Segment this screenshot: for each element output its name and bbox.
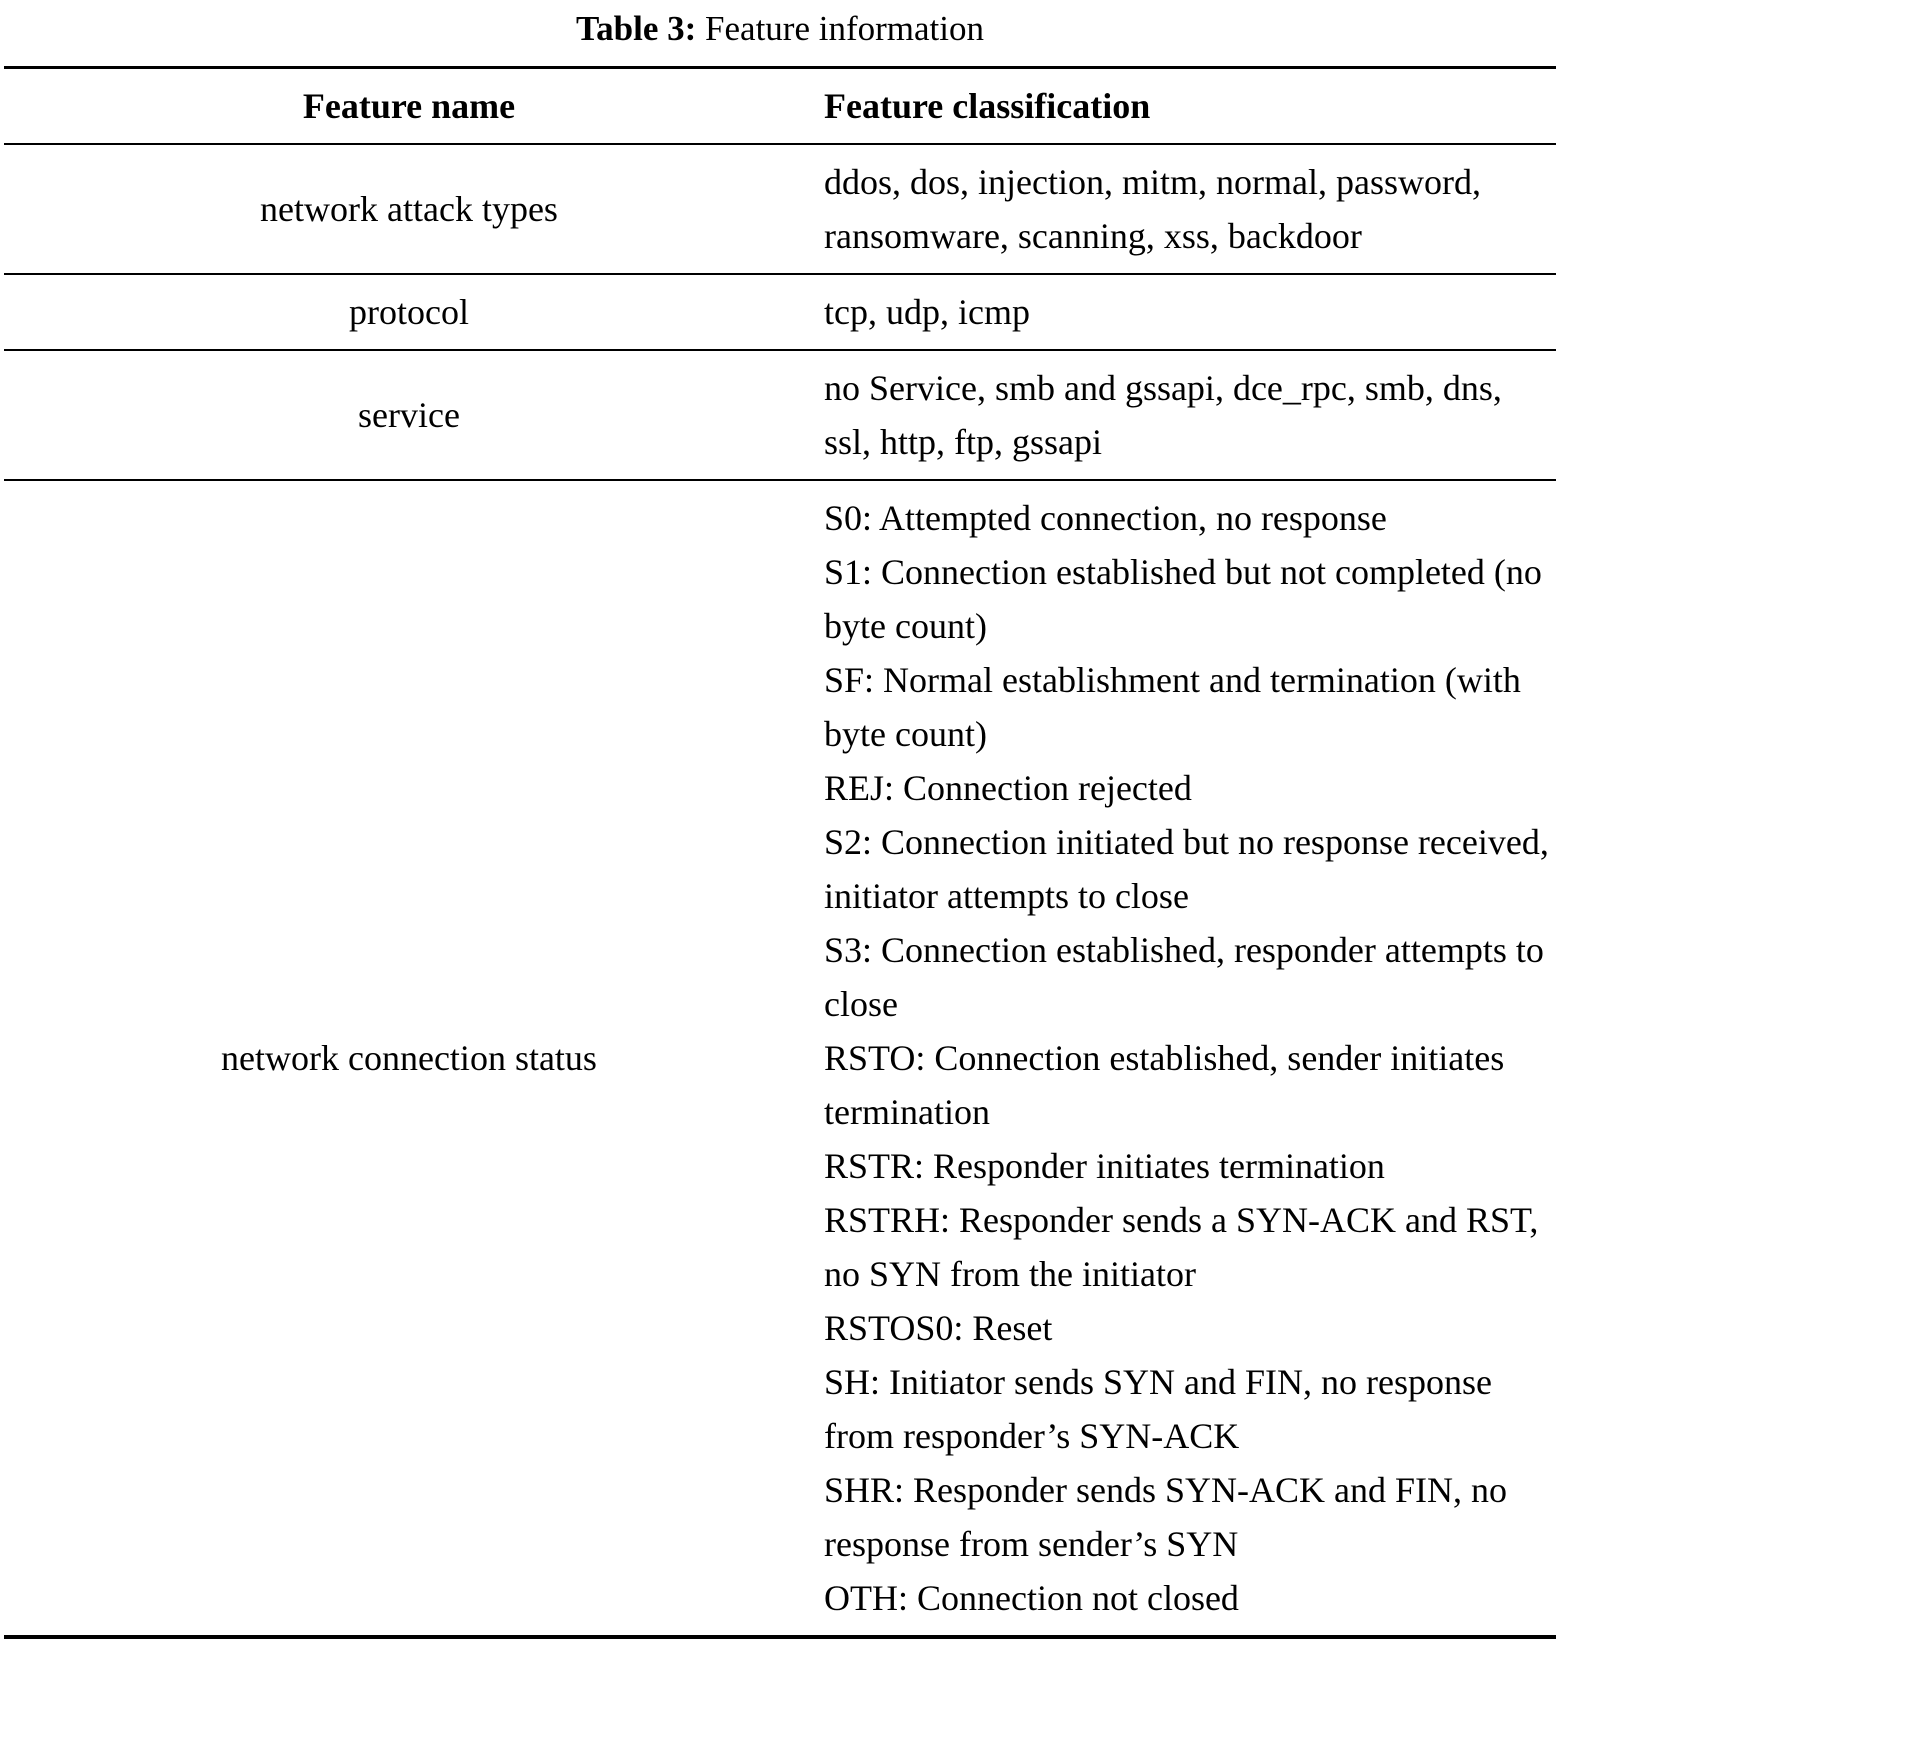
classification-item: RSTOS0: Reset	[824, 1307, 1053, 1348]
feature-name-cell: service	[358, 394, 460, 435]
column-header-feature-classification: Feature classification	[824, 85, 1151, 126]
column-header-feature-name: Feature name	[302, 85, 516, 126]
classification-item: S3: Connection established, responder attempts to close	[824, 929, 1544, 1024]
classification-item: no Service, smb and gssapi, dce_rpc, smb, dns, ssl, http, ftp, gssapi	[824, 367, 1502, 462]
table-caption-label: Table 3:	[576, 9, 697, 48]
classification-item: OTH: Connection not closed	[824, 1577, 1239, 1618]
classification-item: REJ: Connection rejected	[824, 767, 1192, 808]
classification-item: S2: Connection initiated but no response received, initiator attempts to close	[824, 821, 1549, 916]
classification-item: RSTO: Connection established, sender initiates termination	[824, 1037, 1505, 1132]
feature-name-cell: protocol	[349, 291, 469, 332]
table-row	[4, 144, 1556, 274]
classification-item: RSTR: Responder initiates termination	[824, 1145, 1385, 1186]
table-row	[4, 350, 1556, 480]
feature-name-cell: network attack types	[260, 188, 558, 229]
classification-item: SH: Initiator sends SYN and FIN, no response from responder’s SYN-ACK	[824, 1361, 1492, 1456]
feature-table-header	[4, 67, 1556, 144]
table-caption-text: Feature information	[696, 9, 984, 48]
classification-item: S1: Connection established but not completed (no byte count)	[824, 551, 1542, 646]
header-row	[4, 67, 1556, 144]
feature-classification-cell	[814, 144, 1556, 274]
feature-table	[4, 66, 1556, 1639]
classification-item: RSTRH: Responder sends a SYN-ACK and RST, no SYN from the initiator	[824, 1199, 1539, 1294]
table-row	[4, 274, 1556, 350]
feature-table-body	[4, 144, 1556, 1637]
classification-item: ddos, dos, injection, mitm, normal, password, ransomware, scanning, xss, backdoor	[824, 161, 1481, 256]
feature-classification-cell	[814, 274, 1556, 350]
classification-item: S0: Attempted connection, no response	[824, 497, 1387, 538]
classification-item: SHR: Responder sends SYN-ACK and FIN, no response from sender’s SYN	[824, 1469, 1507, 1564]
feature-name-cell: network connection status	[221, 1037, 597, 1078]
table-container	[4, 6, 1556, 1639]
feature-classification-cell	[814, 350, 1556, 480]
feature-classification-cell	[814, 480, 1556, 1637]
table-row	[4, 480, 1556, 1637]
table-caption	[4, 6, 1556, 52]
classification-item: SF: Normal establishment and termination (with byte count)	[824, 659, 1521, 754]
classification-item: tcp, udp, icmp	[824, 291, 1030, 332]
